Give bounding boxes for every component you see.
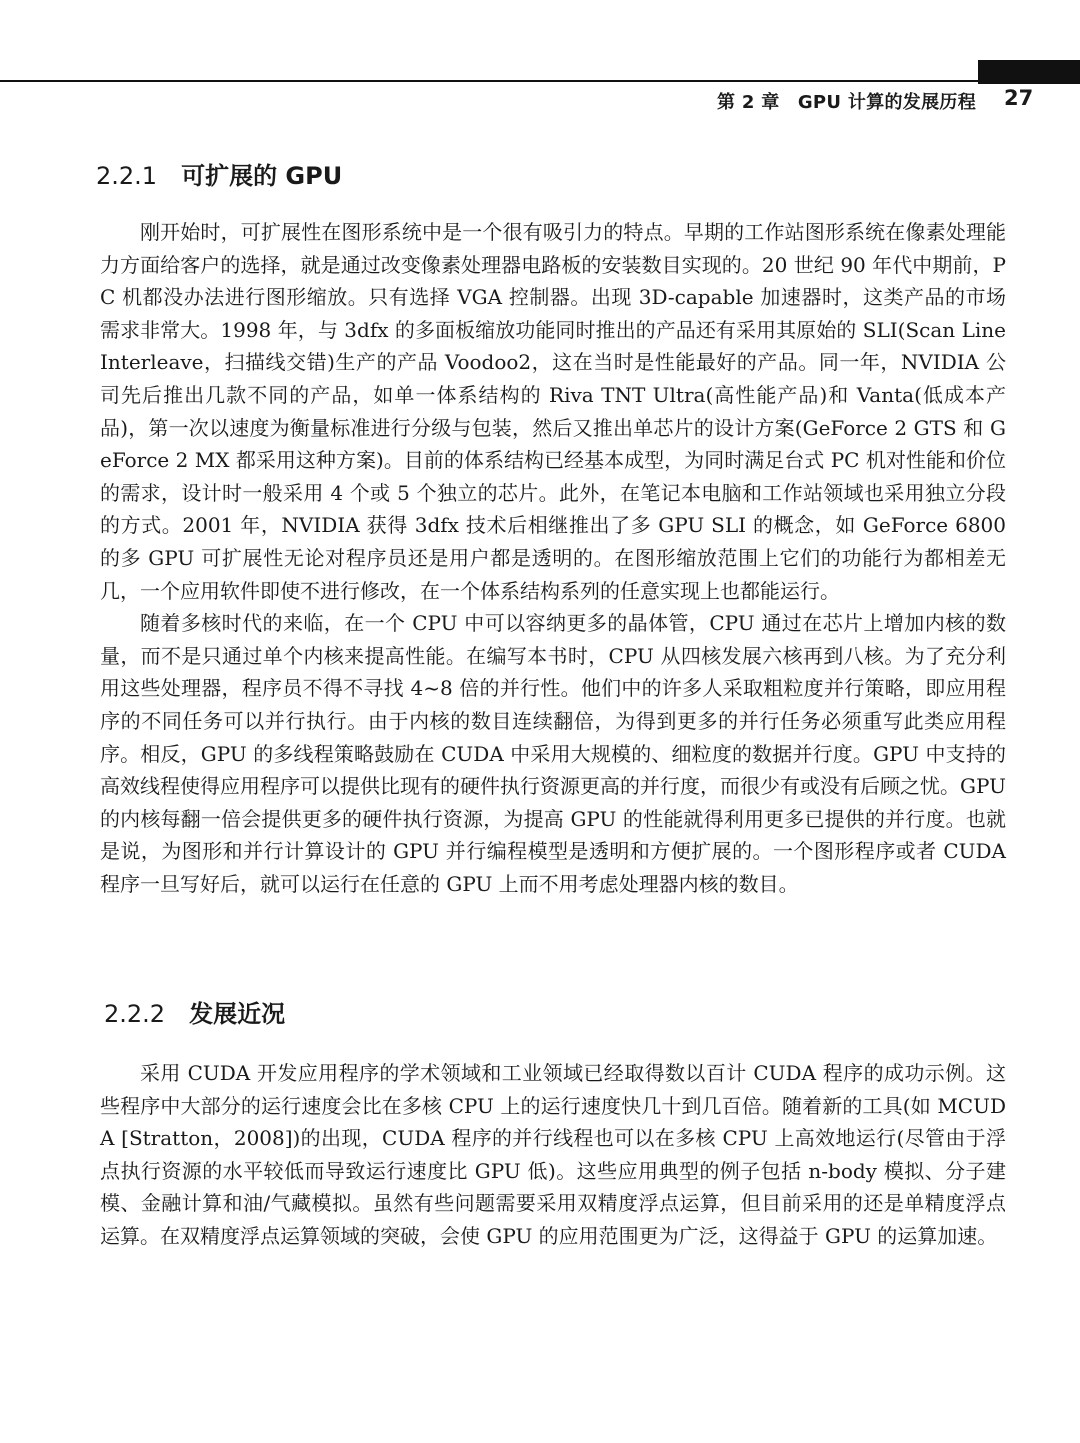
section-title: 发展近况: [189, 1000, 286, 1028]
page-number: 27: [1004, 86, 1034, 110]
section-body-2-2-2: [100, 1057, 1006, 1253]
paragraph: 随着多核时代的来临，在一个 CPU 中可以容纳更多的晶体管，CPU 通过在芯片上增加内核的数量，而不是只通过单个内核来提高性能。在编写本书时，CPU 从四核发展六核再到八核。为了充分利用这些处理器，程序员不得不寻找 4~8 倍的并行性。他们中的许多人采取粗粒度并行策略，即应用程序的不同任务可以并行执行。由于内核的数目连续翻倍，为得到更多的并行任务必须重写此类应用程序。相反，GPU 的多线程策略鼓励在 CUDA 中采用大规模的、细粒度的数据并行度。GPU 中支持的高效线程使得应用程序可以提供比现有的硬件执行资源更高的并行度，而很少有或没有后顾之忧。GPU 的内核每翻一倍会提供更多的硬件执行资源，为提高 GPU 的性能就得利用更多已提供的并行度。也就是说，为图形和并行计算设计的 GPU 并行编程模型是透明和方便扩展的。一个图形程序或者 CUDA 程序一旦写好后，就可以运行在任意的 GPU 上而不用考虑处理器内核的数目。: [100, 611, 1006, 896]
running-head: 第 2 章 GPU 计算的发展历程: [716, 92, 976, 113]
paragraph: 刚开始时，可扩展性在图形系统中是一个很有吸引力的特点。早期的工作站图形系统在像素处理能力方面给客户的选择，就是通过改变像素处理器电路板的安装数目实现的。20 世纪 90 年代中期前，PC 机都没办法进行图形缩放。只有选择 VGA 控制器。出现 3D-capable 加速器时，这类产品的市场需求非常大。1998 年，与 3dfx 的多面板缩放功能同时推出的产品还有采用其原始的 SLI(Scan Line Interleave，扫描线交错)生产的产品 Voodoo2，这在当时是性能最好的产品。同一年，NVIDIA 公司先后推出几款不同的产品，如单一体系结构的 Riva TNT Ultra(高性能产品)和 Vanta(低成本产品)，第一次以速度为衡量标准进行分级与包装，然后又推出单芯片的设计方案(GeForce 2 GTS 和 GeForce 2 MX 都采用这种方案)。目前的体系结构已经基本成型，为同时满足台式 PC 机对性能和价位的需求，设计时一般采用 4 个或 5 个独立的芯片。此外，在笔记本电脑和工作站领域也采用独立分段的方式。2001 年，NVIDIA 获得 3dfx 技术后相继推出了多 GPU SLI 的概念，如 GeForce 6800 的多 GPU 可扩展性无论对程序员还是用户都是透明的。在图形缩放范围上它们的功能行为都相差无几，一个应用软件即使不进行修改，在一个体系结构系列的任意实现上也都能运行。: [100, 220, 1006, 603]
paragraph: 采用 CUDA 开发应用程序的学术领域和工业领域已经取得数以百计 CUDA 程序的成功示例。这些程序中大部分的运行速度会比在多核 CPU 上的运行速度快几十到几百倍。随着新的工具(如 MCUDA [Stratton，2008])的出现，CUDA 程序的并行线程也可以在多核 CPU 上高效地运行(尽管由于浮点执行资源的水平较低而导致运行速度比 GPU 低)。这些应用典型的例子包括 n-body 模拟、分子建模、金融计算和油/气藏模拟。虽然有些问题需要采用双精度浮点运算，但目前采用的还是单精度浮点运算。在双精度浮点运算领域的突破，会使 GPU 的应用范围更为广泛，这得益于 GPU 的运算加速。: [100, 1061, 1006, 1248]
header-corner-block: [978, 60, 1080, 84]
section-heading-2-2-2: [104, 994, 285, 1029]
section-body-2-2-1: [100, 216, 1006, 900]
section-heading-2-2-1: [96, 156, 342, 191]
section-number: 2.2.1: [96, 162, 158, 190]
section-title: 可扩展的 GPU: [181, 162, 343, 190]
section-number: 2.2.2: [104, 1000, 166, 1028]
header-rule: [0, 80, 980, 82]
